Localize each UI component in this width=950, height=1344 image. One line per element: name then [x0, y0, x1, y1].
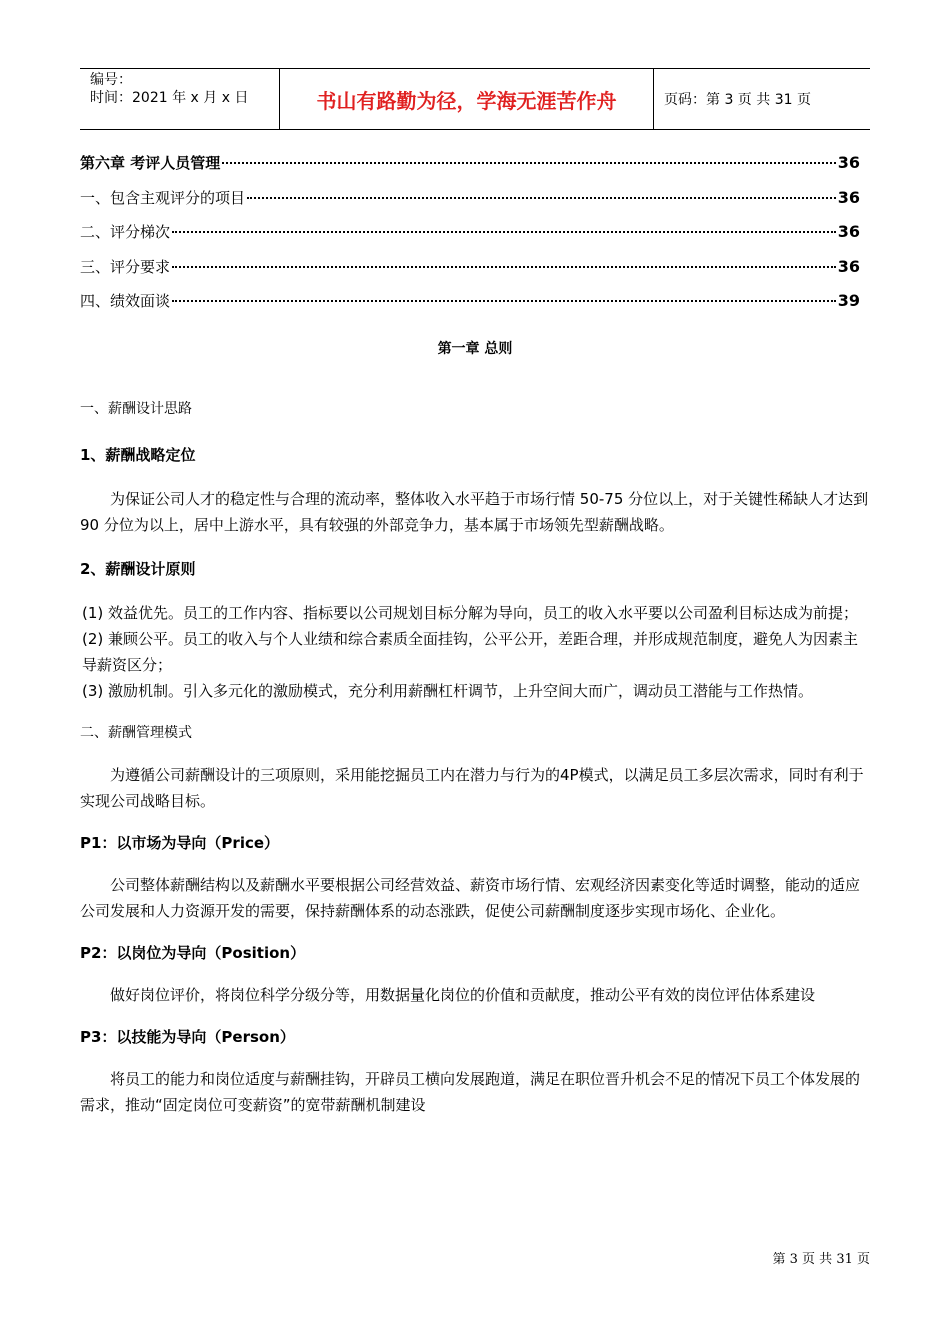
toc-item-label: 三、评分要求	[80, 257, 171, 276]
paragraph: 为遵循公司薪酬设计的三项原则，采用能挖掘员工内在潜力与行为的4P模式，以满足员工多层次需求，同时有利于实现公司战略目标。	[80, 766, 864, 810]
toc-item[interactable]	[80, 152, 860, 187]
toc-item[interactable]	[80, 256, 860, 291]
body-content	[80, 396, 872, 1118]
toc-item-page: 36	[837, 187, 860, 207]
subsection-heading: P3：以技能为导向（Person）	[80, 1028, 295, 1046]
header-motto: 书山有路勤为径，学海无涯苦作舟	[280, 69, 654, 129]
section-heading: 一、薪酬设计思路	[80, 401, 192, 417]
time-label: 时间：2021 年 x 月 x 日	[90, 90, 249, 106]
table-of-contents	[80, 152, 860, 325]
principle-item: (1) 效益优先。员工的工作内容、指标要以公司规划目标分解为导向，员工的收入水平要以公司盈利目标达成为前提；	[82, 604, 859, 622]
paragraph: 为保证公司人才的稳定性与合理的流动率，整体收入水平趋于市场行情 50-75 分位以上，对于关键性稀缺人才达到 90 分位为以上，居中上游水平，具有较强的外部竞争力，基本属于市场领先型薪酬战略。	[80, 490, 869, 534]
code-label: 编号：	[90, 72, 132, 88]
page-footer: 第 3 页 共 31 页	[772, 1252, 870, 1267]
paragraph: 做好岗位评价，将岗位科学分级分等，用数据量化岗位的价值和贡献度，推动公平有效的岗位评估体系建设	[110, 986, 816, 1004]
toc-item[interactable]	[80, 187, 860, 222]
toc-item-page: 39	[837, 291, 860, 310]
subsection-heading: 2、薪酬设计原则	[80, 560, 196, 578]
subsection-heading: P2：以岗位为导向（Position）	[80, 944, 306, 962]
toc-item-page: 36	[837, 256, 860, 276]
toc-leader	[247, 197, 836, 199]
toc-item-label: 一、包含主观评分的项目	[80, 188, 246, 207]
paragraph: 公司整体薪酬结构以及薪酬水平要根据公司经营效益、薪资市场行情、宏观经济因素变化等适时调整，能动的适应公司发展和人力资源开发的需要，保持薪酬体系的动态涨跌，促使公司薪酬制度逐步实现市场化、企业化。	[80, 876, 861, 920]
page-header	[80, 68, 870, 130]
toc-leader	[222, 162, 836, 164]
toc-leader	[172, 300, 836, 302]
header-page-label: 页码：第 3 页 共 31 页	[664, 92, 811, 108]
toc-item-page: 36	[837, 222, 860, 241]
section-heading: 二、薪酬管理模式	[80, 725, 192, 741]
toc-item-label: 二、评分梯次	[80, 223, 171, 241]
toc-item-label: 第六章 考评人员管理	[80, 154, 221, 172]
paragraph: 将员工的能力和岗位适度与薪酬挂钩，开辟员工横向发展跑道，满足在职位晋升机会不足的情况下员工个体发展的需求，推动“固定岗位可变薪资”的宽带薪酬机制建设	[80, 1070, 861, 1114]
toc-item-label: 四、绩效面谈	[80, 292, 171, 310]
subsection-heading: 1、薪酬战略定位	[80, 446, 196, 464]
toc-item[interactable]	[80, 221, 860, 256]
subsection-heading: P1：以市场为导向（Price）	[80, 834, 280, 852]
chapter-title: 第一章 总则	[437, 341, 513, 357]
principle-item: (2) 兼顾公平。员工的收入与个人业绩和综合素质全面挂钩，公平公开，差距合理，并形成规范制度，避免人为因素主导薪资区分；	[82, 630, 859, 674]
principle-item: (3) 激励机制。引入多元化的激励模式，充分利用薪酬杠杆调节，上升空间大而广，调动员工潜能与工作热情。	[82, 682, 814, 700]
header-meta	[80, 69, 280, 129]
toc-leader	[172, 266, 836, 268]
toc-leader	[172, 231, 836, 233]
toc-item[interactable]	[80, 290, 860, 325]
toc-item-page: 36	[837, 153, 860, 172]
